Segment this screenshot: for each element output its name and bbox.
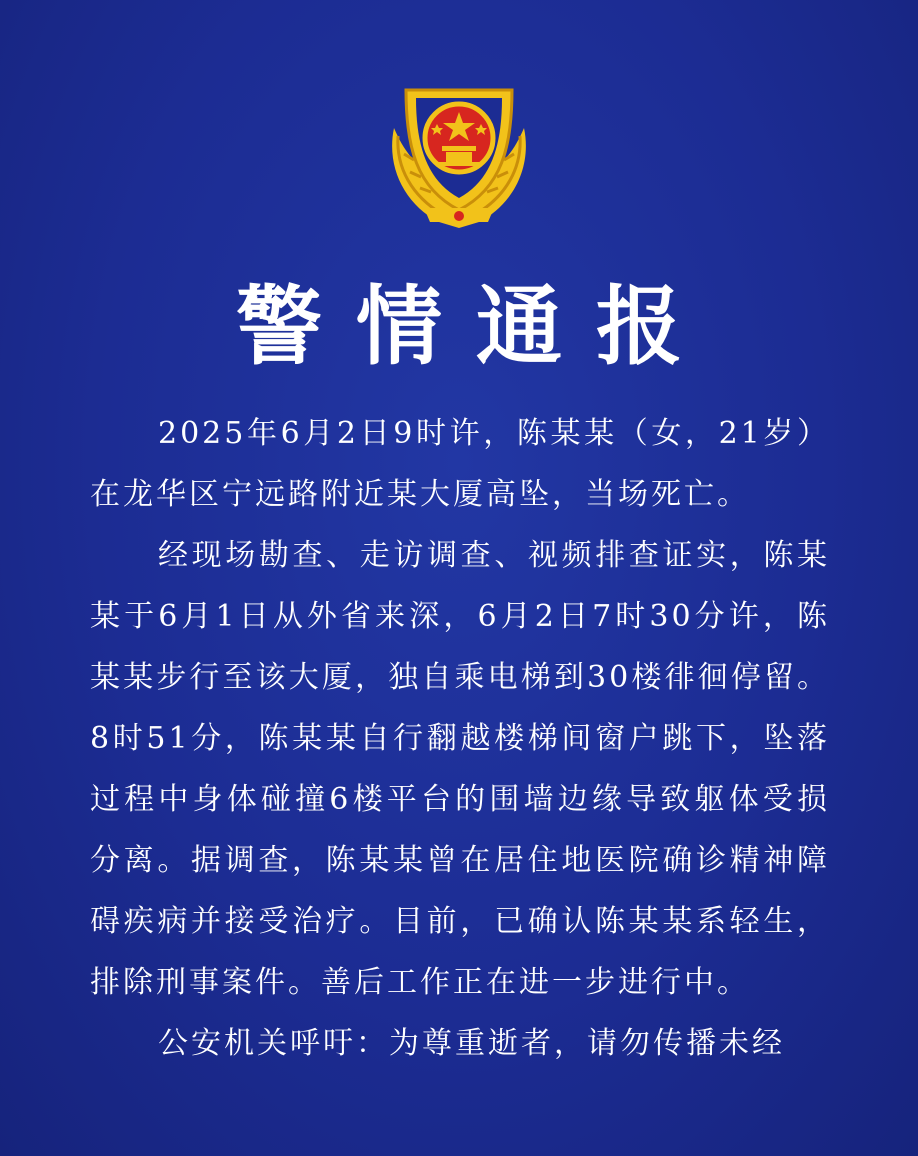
notice-paragraph: 2025年6月2日9时许，陈某某（女，21岁）在龙华区宁远路附近某大厦高坠，当场死亡。: [90, 416, 830, 512]
notice-paragraph: 经现场勘查、走访调查、视频排查证实，陈某某于6月1日从外省来深，6月2日7时30分许，陈某某步行至该大厦，独自乘电梯到30楼徘徊停留。8时51分，陈某某自行翻越楼梯间窗户跳下，坠落过程中身体碰撞6楼平台的围墙边缘导致躯体受损分离。据调查，陈某某曾在居住地医院确诊精神障碍疾病并接受治疗。目前，已确认陈某某系轻生，排除刑事案件。善后工作正在进一步进行中。: [90, 538, 830, 1000]
notice-body: [90, 403, 830, 1074]
police-badge-icon: [384, 76, 534, 234]
notice-paragraph: 公安机关呼吁：为尊重逝者，请勿传播未经: [158, 1026, 785, 1061]
notice-title: 警情通报: [236, 276, 716, 377]
